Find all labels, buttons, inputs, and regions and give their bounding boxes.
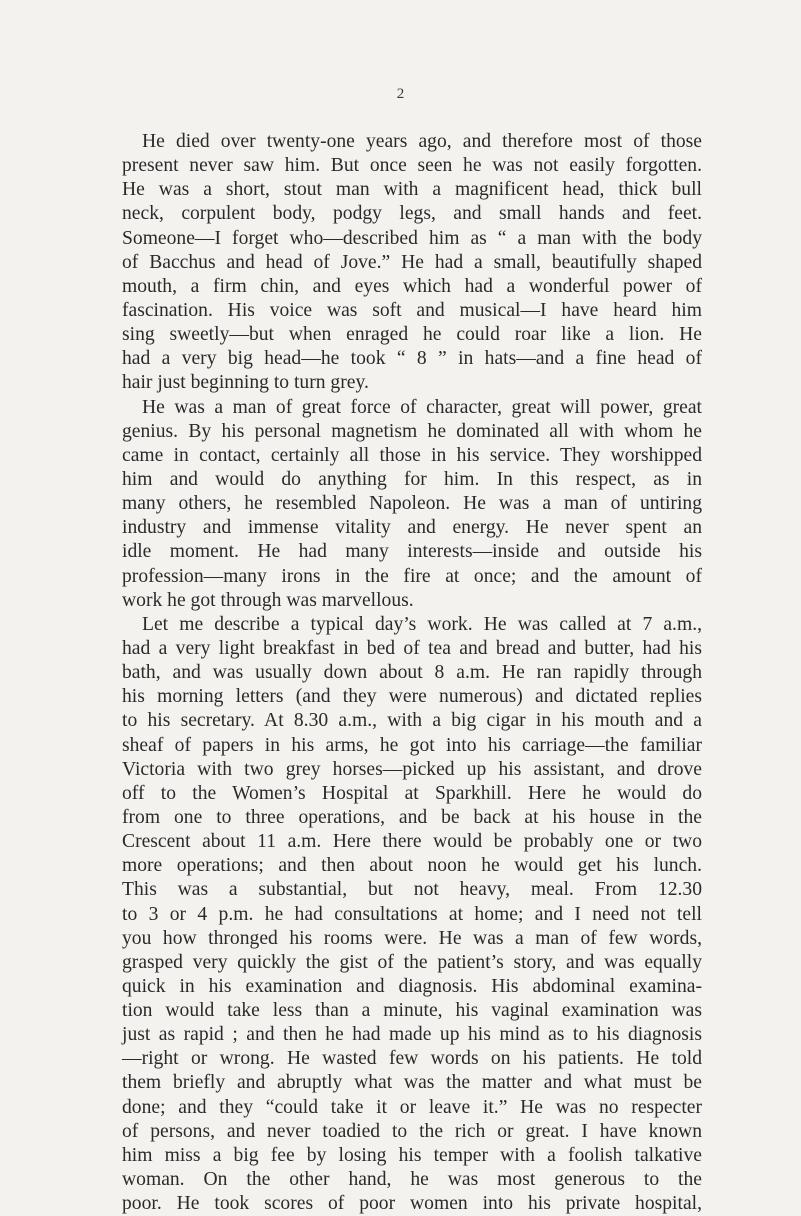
page-number: 2 bbox=[396, 86, 405, 102]
text-line: sing sweetly—but when enraged he could roar like a lion. He bbox=[122, 324, 702, 346]
text-line: industry and immense vitality and energy. He never spent an bbox=[122, 517, 702, 539]
text-line: of persons, and never toadied to the rich or great. I have known bbox=[122, 1120, 702, 1142]
text-line: hair just beginning to turn grey. bbox=[122, 372, 369, 394]
text-line: off to the Women’s Hospital at Sparkhill. Here he would do bbox=[122, 782, 702, 804]
text-line: He was a short, stout man with a magnificent head, thick bull bbox=[122, 179, 702, 201]
text-line: He died over twenty-one years ago, and therefore most of those bbox=[142, 131, 702, 152]
paragraph bbox=[122, 396, 702, 613]
text-line: work he got through was marvellous. bbox=[122, 589, 414, 611]
text-line: quick in his examination and diagnosis. His abdominal examina- bbox=[122, 975, 702, 997]
text-line: idle moment. He had many interests—inside and outside his bbox=[122, 541, 702, 563]
text-line: to his secretary. At 8.30 a.m., with a big cigar in his mouth and a bbox=[122, 710, 702, 732]
text-line: had a very big head—he took “ 8 ” in hats—and a fine head of bbox=[122, 348, 702, 370]
text-line: Victoria with two grey horses—picked up his assistant, and drove bbox=[122, 758, 702, 780]
body-text bbox=[122, 130, 702, 1216]
text-line: him and would do anything for him. In this respect, as in bbox=[122, 468, 702, 490]
text-line: just as rapid ; and then he had made up his mind as to his diagnosis bbox=[122, 1024, 702, 1046]
text-line: —right or wrong. He wasted few words on his patients. He told bbox=[122, 1048, 702, 1070]
paragraph bbox=[122, 130, 702, 396]
text-line: done; and they “could take it or leave it.” He was no respecter bbox=[122, 1096, 702, 1118]
text-line: more operations; and then about noon he would get his lunch. bbox=[122, 855, 702, 877]
text-line: poor. He took scores of poor women into his private hospital, bbox=[122, 1193, 702, 1215]
text-line: many others, he resembled Napoleon. He was a man of untiring bbox=[122, 493, 702, 515]
text-line: bath, and was usually down about 8 a.m. He ran rapidly through bbox=[122, 662, 702, 684]
text-line: He was a man of great force of character, great will power, great bbox=[142, 396, 702, 418]
text-line: grasped very quickly the gist of the patient’s story, and was equally bbox=[122, 951, 702, 973]
text-line: neck, corpulent body, podgy legs, and small hands and feet. bbox=[122, 203, 702, 225]
text-line: tion would take less than a minute, his vaginal examination was bbox=[122, 1000, 702, 1022]
text-line: This was a substantial, but not heavy, meal. From 12.30 bbox=[122, 879, 702, 901]
text-line: woman. On the other hand, he was most generous to the bbox=[122, 1169, 702, 1191]
text-line: had a very light breakfast in bed of tea and bread and butter, had his bbox=[122, 637, 702, 659]
text-line: Crescent about 11 a.m. Here there would be probably one or two bbox=[122, 831, 702, 853]
text-line: of Bacchus and head of Jove.” He had a small, beautifully shaped bbox=[122, 251, 702, 273]
text-line: fascination. His voice was soft and musical—I have heard him bbox=[122, 299, 702, 321]
paragraph bbox=[122, 613, 702, 1216]
text-line: mouth, a firm chin, and eyes which had a wonderful power of bbox=[122, 275, 702, 297]
text-line: genius. By his personal magnetism he dominated all with whom he bbox=[122, 420, 702, 442]
text-line: them briefly and abruptly what was the matter and what must be bbox=[122, 1072, 702, 1094]
text-line: Let me describe a typical day’s work. He was called at 7 a.m., bbox=[142, 613, 702, 635]
text-line: his morning letters (and they were numerous) and dictated replies bbox=[122, 686, 702, 708]
text-line: to 3 or 4 p.m. he had consultations at home; and I need not tell bbox=[122, 903, 702, 925]
text-line: from one to three operations, and be back at his house in the bbox=[122, 806, 702, 828]
text-line: profession—many irons in the fire at once; and the amount of bbox=[122, 565, 702, 587]
text-line: sheaf of papers in his arms, he got into his carriage—the familiar bbox=[122, 734, 702, 756]
text-line: him miss a big fee by losing his temper with a foolish talkative bbox=[122, 1144, 702, 1166]
text-line: present never saw him. But once seen he was not easily forgotten. bbox=[122, 155, 702, 177]
text-line: Someone—I forget who—described him as “ a man with the body bbox=[122, 227, 702, 249]
text-line: came in contact, certainly all those in his service. They worshipped bbox=[122, 444, 702, 466]
text-line: you how thronged his rooms were. He was a man of few words, bbox=[122, 927, 702, 949]
